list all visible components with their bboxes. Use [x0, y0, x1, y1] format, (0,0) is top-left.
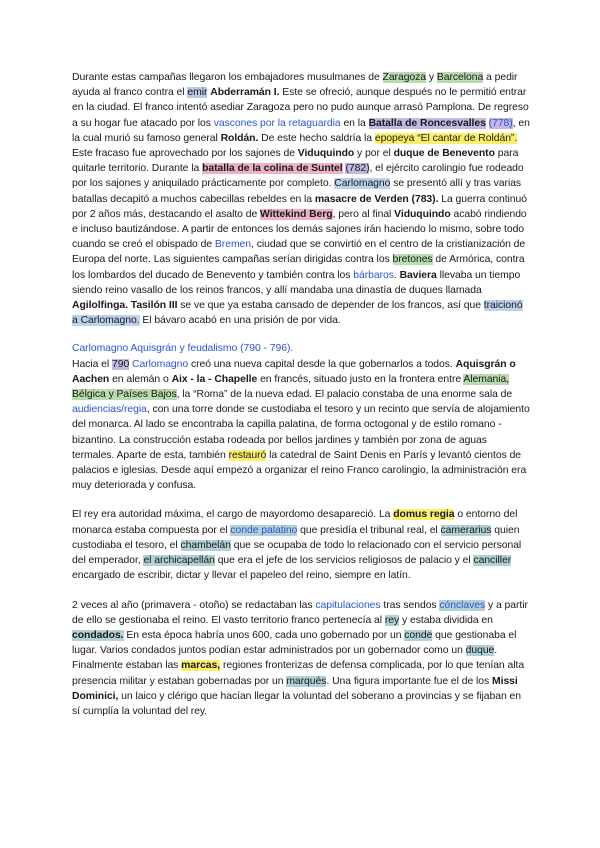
- highlight-conde: conde: [404, 629, 433, 641]
- text: se presentó allí y tras varias batallas decapitó a muchos cabecillas rebeldes en la: [72, 178, 522, 205]
- highlight-barcelona: Barcelona: [436, 72, 484, 83]
- section-heading: Carlomagno Aquisgrán y feudalismo (790 - 796).: [72, 343, 294, 355]
- text: regiones fronterizas de defensa complicada, por lo que tenían alta presencia militar y estaban gobernadas por un: [72, 660, 525, 687]
- text: de Armórica, contra los lombardos del ducado de Benevento y también contra los: [72, 254, 525, 281]
- highlight-carlomagno: Carlomagno: [334, 178, 391, 190]
- highlight-canciller: canciller: [473, 555, 512, 567]
- link-audiencias[interactable]: audiencias/regia: [72, 404, 147, 416]
- bold-aquisgran: Aquisgrán o Aachen: [72, 358, 516, 385]
- text: acabó rindiendo e incluso bautizándose. A partir de entonces los demás sajones irán haciendo lo mismo, sobre todo cuando se creó el obispado de: [72, 208, 527, 251]
- text: en alemán o: [109, 373, 172, 385]
- bold-abderraman: Abderramán I.: [210, 87, 280, 99]
- highlight-camerarius: camerarius: [440, 524, 492, 536]
- text: Finalmente estaban las: [72, 660, 182, 672]
- text: se ve que ya estaba cansado de depender de los francos, así que: [177, 300, 484, 312]
- text: , el ejército carolingio fue rodeado por los sajones y aniquilado prácticamente por completo.: [72, 163, 524, 190]
- text: y: [426, 72, 437, 83]
- spacer: [72, 328, 530, 341]
- text: , pero al final: [332, 208, 395, 220]
- text: y estaba dividida en: [399, 614, 493, 626]
- text: quien custodiaba el tesoro, el: [72, 524, 520, 551]
- highlight-batalla-suntel: batalla de la colina de Suntel: [202, 163, 343, 175]
- text: La guerra continuó por 2 años más, destacando el asalto de: [72, 193, 527, 220]
- text: . Una figura importante fue el de los: [326, 675, 492, 687]
- bold-duque-benevento: duque de Benevento: [393, 148, 495, 160]
- highlight-epopeya: epopeya “El cantar de Roldán”.: [374, 132, 518, 144]
- text: El rey era autoridad máxima, el cargo de mayordomo desapareció. La: [72, 509, 394, 521]
- text: y a partir de ello se gestionaba el reino. El vasto territorio franco pertenecía al: [72, 599, 528, 626]
- text: En esta época habría unos 600, cada uno gobernado por un: [123, 629, 405, 641]
- text: a pedir ayuda al franco contra el: [72, 72, 518, 99]
- text: que se ocupaba de todo lo relacionado con el servicio personal del emperador,: [72, 539, 522, 567]
- text: Este se ofreció, aunque después no le permitió entrar en la ciudad. El franco intentó asediar Zaragoza pero no pudo aunque arrasó Pamplona. De regreso a su hogar fue atacado por los: [72, 87, 529, 129]
- bold-agilolfinga: Agilolfinga. Tasilón III: [72, 300, 178, 312]
- text: en la: [340, 117, 369, 129]
- highlight-alemania: Alemania, Bélgica y Países Bajos: [72, 373, 510, 401]
- text: , la “Roma” de la nueva edad. El palacio constaba de una enorme sala de: [176, 389, 513, 401]
- highlight-duque: duque: [465, 645, 495, 657]
- bold-roldan: Roldán.: [220, 132, 259, 144]
- bold-baviera: Baviera: [399, 269, 437, 281]
- highlight-emir: emir: [187, 87, 208, 99]
- text: un laico y clérigo que hacían llegar la voluntad del soberano a provincias y se fijaban en sí cumplía la voluntad del rey.: [72, 690, 522, 717]
- text: la catedral de Saint Denis en París y levantó cientos de palacios e iglesias. Desde aquí empezó a organizar el reino Franco carolingio, la administración era muy deteriorada y confusa.: [72, 449, 527, 492]
- highlight-conclaves: cónclaves: [439, 599, 486, 611]
- text: tras sendos: [380, 599, 440, 611]
- highlight-condados: condados.: [72, 629, 124, 641]
- bold-missi-dominici: Missi Dominici,: [72, 675, 518, 702]
- text: .: [494, 645, 498, 657]
- text: .: [393, 269, 400, 281]
- text: , con una torre donde se custodiaba el tesoro y un recinto que servía de alojamiento del monarca. Al lado se encontraba la capilla palatina, de forma octogonal y de estilo romano - bizantino. La construcción estaba rodeada por bellos jardines y también por zona de aguas termales. Aparte de esta, también: [72, 404, 530, 461]
- highlight-marcas: marcas,: [181, 660, 221, 672]
- text: , ciudad que se convirtió en el centro de la cristianización de Europa del norte. Las siguientes campañas serían dirigidas contra los: [72, 239, 526, 266]
- highlight-bretones: bretones: [392, 254, 433, 266]
- text: creó una nueva capital desde la que gobernarlos a todos.: [188, 358, 456, 370]
- highlight-zaragoza: Zaragoza: [382, 72, 427, 83]
- spacer: [72, 584, 530, 598]
- highlight-domus-regia: domus regia: [393, 509, 455, 521]
- paragraph-marcas: [72, 658, 530, 719]
- spacer: [72, 493, 530, 507]
- paragraph-domus-regia: [72, 507, 530, 583]
- highlight-year-790: 790: [111, 358, 130, 370]
- highlight-conde-palatino: conde palatino: [230, 524, 298, 536]
- bold-viduquindo: Viduquindo: [297, 148, 355, 160]
- bold-viduquindo-2: Viduquindo: [394, 208, 451, 220]
- highlight-wittekind-berg: Wittekind Berg: [260, 208, 333, 220]
- paragraph-capitulaciones: [72, 598, 530, 659]
- highlight-marques: marqués: [286, 675, 327, 687]
- paragraph-campaigns: [72, 70, 530, 328]
- link-capitulaciones[interactable]: capitulaciones: [315, 599, 381, 611]
- text: El bávaro acabó en una prisión de por vida.: [139, 315, 341, 327]
- text: que presidía el tribunal real, el: [297, 524, 441, 536]
- highlight-chambelan: chambelán: [180, 539, 231, 551]
- link-barbaros[interactable]: bárbaros: [353, 269, 394, 281]
- paragraph-aquisgran: [72, 357, 530, 494]
- text: que era el jefe de los servicios religiosos de palacio y el: [214, 555, 474, 567]
- text: , en la cual murió su famoso general: [72, 117, 530, 144]
- highlight-year-778: (778): [488, 117, 513, 129]
- bold-aix-la-chapelle: Aix - la - Chapelle: [171, 373, 258, 385]
- text: en francés, situado justo en la frontera entre: [257, 373, 464, 385]
- link-carlomagno[interactable]: Carlomagno: [132, 358, 189, 370]
- highlight-archicapellan: el archicapellán: [143, 555, 215, 567]
- bold-masacre-verden: masacre de Verden (783).: [314, 193, 439, 205]
- highlight-rey: rey: [384, 614, 400, 626]
- text: Este fracaso fue aprovechado por los sajones de: [72, 148, 298, 160]
- text: Durante estas campañas llegaron los embajadores musulmanes de: [72, 72, 383, 83]
- text: encargado de escribir, dictar y llevar el papeleo del reino, siempre en latín.: [72, 570, 411, 582]
- highlight-traiciono: traicionó a Carlomagno.: [72, 300, 523, 327]
- highlight-batalla-roncesvalles: Batalla de Roncesvalles: [368, 117, 486, 129]
- highlight-restauro: restauró: [228, 449, 267, 461]
- text: y por el: [354, 148, 394, 160]
- highlight-year-782: (782): [345, 163, 370, 175]
- text: para quitarle territorio. Durante la: [72, 148, 519, 175]
- text: Hacia el: [72, 358, 112, 370]
- text: De este hecho saldría la: [258, 132, 375, 144]
- text: llevaba un tiempo siendo reino vasallo de los reinos francos, y allí mandaba una dinastía de duques llamada: [72, 269, 521, 296]
- text: que gestionaba el lugar. Varios condados juntos podían estar administrados por un gobernador como un: [72, 629, 517, 657]
- link-vascones[interactable]: vascones por la retaguardia: [213, 117, 341, 129]
- link-bremen[interactable]: Bremen: [214, 239, 252, 251]
- text: o entorno del monarca estaba compuesta por el: [72, 509, 518, 536]
- text: 2 veces al año (primavera - otoño) se redactaban las: [72, 599, 316, 611]
